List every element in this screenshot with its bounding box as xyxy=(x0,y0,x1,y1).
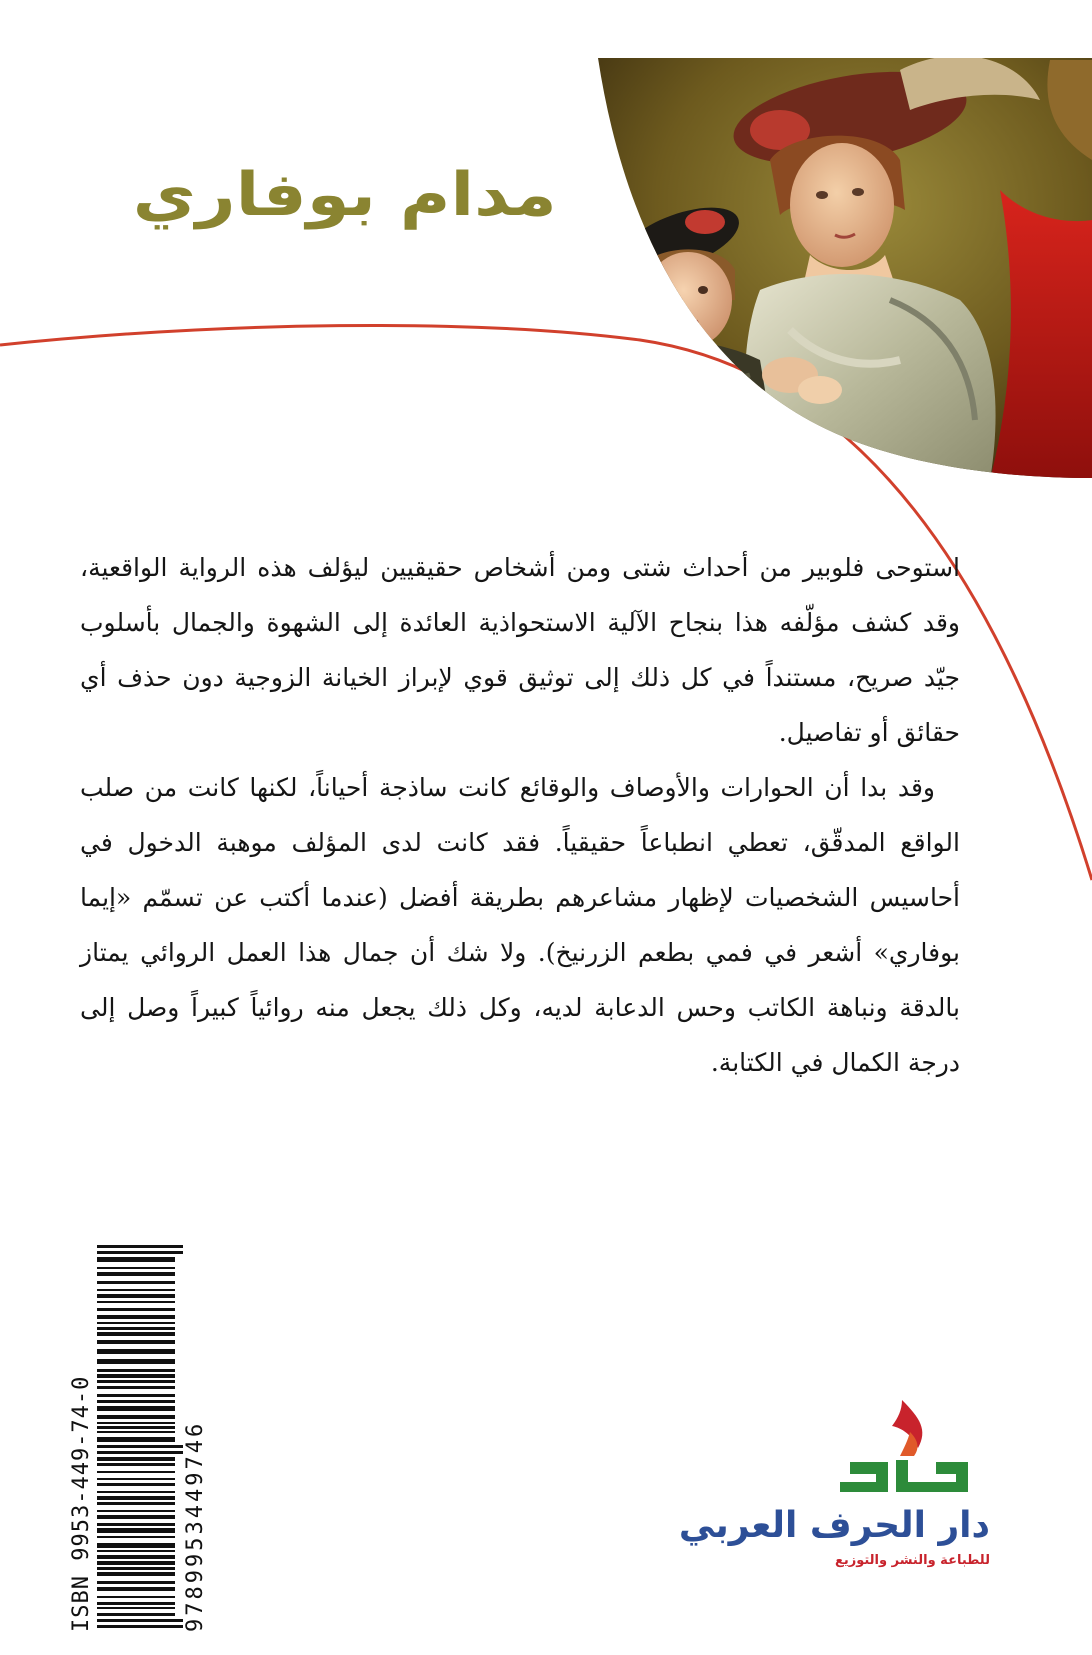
barcode-bar xyxy=(97,1267,175,1269)
barcode-bar xyxy=(97,1445,183,1448)
book-title: مدام بوفاري xyxy=(132,160,557,230)
barcode-bar xyxy=(97,1251,183,1254)
barcode-bar xyxy=(97,1572,175,1576)
barcode-bar xyxy=(97,1463,175,1466)
barcode-bar xyxy=(97,1550,175,1552)
barcode-bar xyxy=(97,1257,175,1262)
barcode-bar xyxy=(97,1515,175,1519)
barcode-bar xyxy=(97,1587,175,1591)
barcode-bar xyxy=(97,1426,175,1429)
barcode-bar xyxy=(97,1349,175,1354)
barcode-bar xyxy=(97,1619,183,1622)
barcode-bar xyxy=(97,1327,175,1330)
barcode-bar xyxy=(97,1374,175,1378)
barcode-bar xyxy=(97,1523,175,1526)
barcode-bar xyxy=(97,1613,175,1616)
blurb-paragraph: وقد بدا أن الحوارات والأوصاف والوقائع كانت ساذجة أحياناً، لكنها كانت من صلب الواقع المدقّق، تعطي انطباعاً حقيقياً. فقد كانت لدى المؤلف موهبة الدخول في أحاسيس الشخصيات لإظهار مشاعرهم بطريقة أفضل (عندما أكتب عن تسمّم «إيما بوفاري» أشعر في فمي بطعم الزرنيخ). ولا شك أن جمال هذا العمل الروائي يمتاز بالدقة ونباهة الكاتب وحس الدعابة لديه، وكل ذلك يجعل منه روائياً كبيراً وصل إلى درجة الكمال في الكتابة. xyxy=(80,773,960,1077)
book-blurb xyxy=(80,540,960,1090)
barcode-bar xyxy=(97,1386,175,1389)
barcode-bar xyxy=(97,1451,183,1454)
publisher-subtitle: للطباعة والنشر والتوزيع xyxy=(834,1553,990,1568)
barcode-bar xyxy=(97,1528,175,1533)
barcode-bar xyxy=(97,1301,175,1303)
barcode-bar xyxy=(97,1561,175,1565)
barcode-bar xyxy=(97,1625,183,1628)
barcode-bar xyxy=(97,1415,175,1419)
barcode-bar xyxy=(97,1483,175,1486)
barcode-bar xyxy=(97,1394,175,1397)
publisher-name: دار الحرف العربي xyxy=(678,1505,990,1546)
barcode-bar xyxy=(97,1471,175,1473)
barcode-bar xyxy=(97,1294,175,1298)
barcode-bar xyxy=(97,1510,175,1512)
barcode-bar xyxy=(97,1359,175,1364)
isbn-label: ISBN 9953-449-74-0 xyxy=(69,1375,94,1632)
barcode-bar xyxy=(97,1437,175,1442)
barcode-bar xyxy=(97,1555,175,1559)
barcode-bar xyxy=(97,1380,175,1383)
barcode-bar xyxy=(97,1308,175,1311)
barcode-bar xyxy=(97,1332,175,1336)
barcode-bar xyxy=(97,1400,175,1403)
barcode-bar xyxy=(97,1502,175,1505)
barcode-bar xyxy=(97,1340,175,1344)
barcode-bar xyxy=(97,1596,175,1598)
barcode-bar xyxy=(97,1431,175,1433)
barcode-bar xyxy=(97,1289,175,1291)
barcode-bar xyxy=(97,1536,175,1538)
barcode-bar xyxy=(97,1478,175,1480)
publisher-logo xyxy=(678,1400,1030,1590)
barcode-bar xyxy=(97,1457,175,1461)
barcode-bar xyxy=(97,1322,175,1324)
barcode-bar xyxy=(97,1422,175,1424)
barcode-bar xyxy=(97,1281,175,1284)
barcode-bar xyxy=(97,1543,175,1548)
barcode-bar xyxy=(97,1581,175,1584)
barcode-bar xyxy=(97,1272,175,1276)
barcode-bar xyxy=(97,1245,183,1248)
barcode-number: 9789953449746 xyxy=(183,1420,208,1632)
barcode-bar xyxy=(97,1496,175,1500)
dar-flame-logo-icon xyxy=(840,1400,970,1500)
barcode-bar xyxy=(97,1406,175,1411)
barcode-bar xyxy=(97,1602,175,1605)
painting-mother-and-child xyxy=(590,50,1092,490)
barcode-bar xyxy=(97,1369,175,1372)
barcode-bars xyxy=(97,1212,183,1632)
isbn-barcode xyxy=(65,1205,215,1640)
barcode-bar xyxy=(97,1491,175,1493)
barcode-bar xyxy=(97,1315,175,1319)
blurb-paragraph: استوحى فلوبير من أحداث شتى ومن أشخاص حقيقيين ليؤلف هذه الرواية الواقعية، وقد كشف مؤلّفه هذا بنجاح الآلية الاستحواذية العائدة إلى الشهوة والجمال بأسلوب جيّد صريح، مستنداً في كل ذلك إلى توثيق قوي لإبراز الخيانة الزوجية دون حذف أي حقائق أو تفاصيل. xyxy=(80,553,960,747)
barcode-bar xyxy=(97,1567,175,1570)
barcode-bar xyxy=(97,1607,175,1609)
